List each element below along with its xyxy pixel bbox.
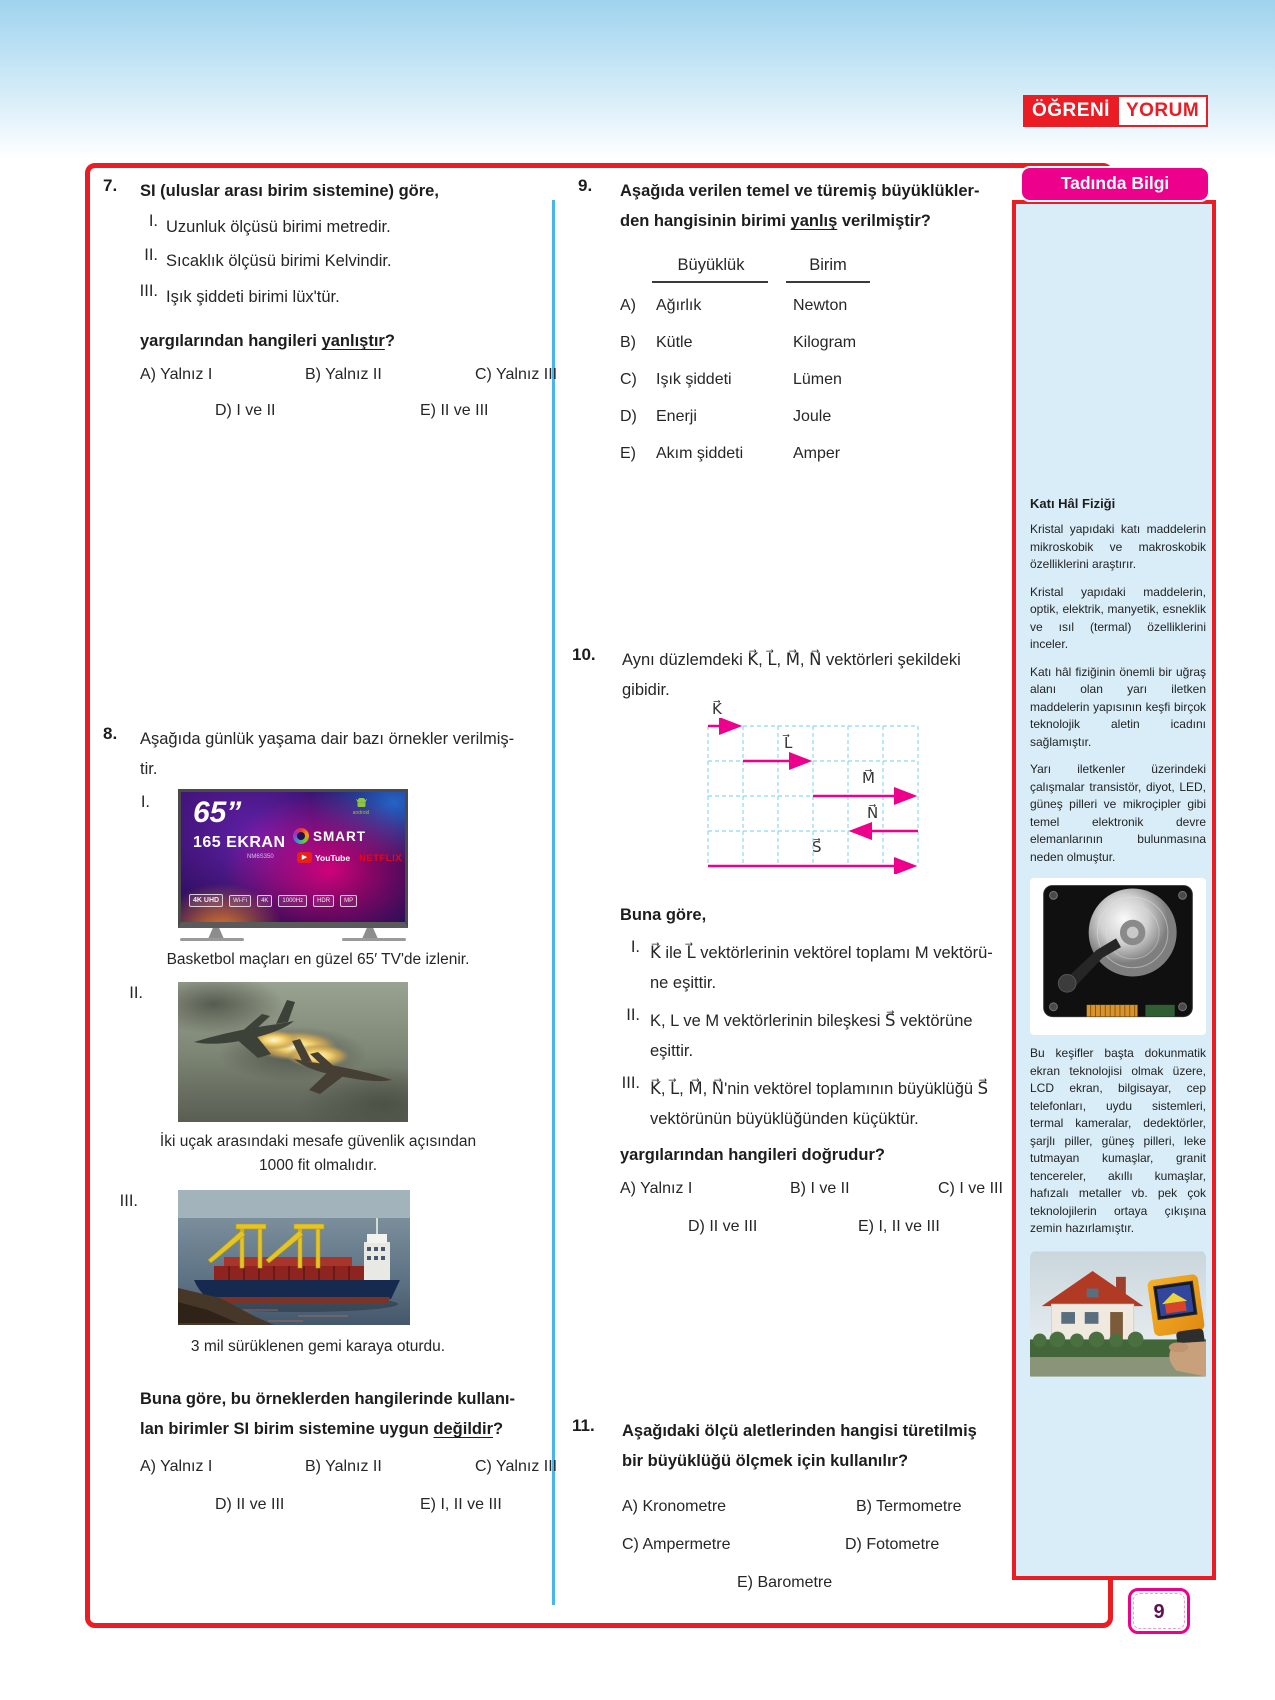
smart-text: SMART: [313, 828, 366, 844]
bilgi-paragraph-1: Kristal yapıdaki katı maddelerin mikroskobik ve makroskobik özelliklerini araştırır.: [1030, 522, 1206, 571]
q9-row-e-quantity: Akım şiddeti: [656, 445, 744, 462]
q8-prompt-prefix: Buna göre, bu örneklerden hangilerinde kullanı- lan birimler SI birim sistemine uygun: [140, 1390, 515, 1438]
vector-n-label: N⃗: [867, 805, 879, 822]
q7-item3-text: Işık şiddeti birimi lüx'tür.: [166, 288, 340, 306]
q10-item2-label: II.: [626, 1006, 640, 1024]
tv-model-text: NM6S350: [247, 854, 274, 860]
sidebar-panel: [1012, 200, 1216, 1580]
tv-badge-1000hz: 1000Hz: [278, 895, 307, 907]
q9-row-a-quantity: Ağırlık: [656, 297, 702, 314]
q9-number: 9.: [578, 176, 593, 195]
q9-row-b-letter: B): [620, 334, 636, 351]
q9-row-d-letter: D): [620, 408, 637, 425]
tv-badge-4k: 4K: [257, 895, 272, 907]
vector-l-label: L⃗: [784, 735, 793, 752]
q7-item1-text: Uzunluk ölçüsü birimi metredir.: [166, 218, 391, 236]
q8-option-d: D) II ve III: [215, 1496, 285, 1513]
q11-option-d: D) Fotometre: [845, 1536, 940, 1553]
q7-prompt-underline: yanlıştır: [321, 332, 385, 350]
q9-stem: [620, 176, 1015, 236]
page-number: 9: [1133, 1593, 1185, 1629]
tv-size-text: 65”: [193, 796, 242, 829]
bilgi-paragraph-2: Kristal yapıdaki maddelerin, optik, elektrik, manyetik, esneklik ve ısıl (termal) özelliklerini inceler.: [1030, 584, 1206, 651]
q9-row-b-unit: Kilogram: [793, 334, 857, 351]
q11-option-a: A) Kronometre: [622, 1498, 727, 1515]
q11-option-b: B) Termometre: [856, 1498, 962, 1515]
q10-option-b: B) I ve II: [790, 1180, 850, 1197]
q7-option-c: C) Yalnız III: [475, 366, 558, 383]
q8-item2-label: II.: [129, 984, 143, 1002]
q9-row-e-unit: Amper: [793, 445, 841, 462]
q10-option-d: D) II ve III: [688, 1218, 758, 1235]
q9-row-a-unit: Newton: [793, 297, 848, 314]
q8-caption2: İki uçak arasındaki mesafe güvenlik açısından 1000 fit olmalıdır.: [159, 1133, 477, 1174]
q8-prompt-underline: değildir: [433, 1420, 494, 1438]
q9-col1-header: Büyüklük: [677, 256, 745, 274]
q9-stem-suffix: verilmiştir?: [837, 212, 931, 230]
q9-row-d-quantity: Enerji: [656, 408, 697, 425]
tv-badge-hdr: HDR: [313, 895, 334, 907]
q11-number: 11.: [572, 1416, 595, 1435]
tv-image: [178, 789, 408, 943]
q9-row-a-letter: A): [620, 297, 636, 314]
q8-stem: Aşağıda günlük yaşama dair bazı örnekler verilmiş- tir.: [140, 730, 515, 778]
vector-m-label: M⃗: [862, 770, 875, 787]
q9-row-c-quantity: Işık şiddeti: [656, 371, 732, 388]
q9-row-e-letter: E): [620, 445, 636, 462]
q7-option-d: D) I ve II: [215, 402, 276, 419]
android-icon: [341, 798, 381, 816]
q9-col1-underline: [652, 281, 768, 283]
android-label: android: [352, 810, 370, 816]
q9-stem-underline: yanlış: [790, 212, 838, 230]
q8-item1-label: I.: [140, 793, 150, 811]
q10-buna-gore: Buna göre,: [620, 906, 707, 924]
q9-row-c-letter: C): [620, 371, 637, 388]
brand-right: YORUM: [1119, 95, 1208, 127]
q9-row-d-unit: Joule: [793, 408, 832, 425]
tv-badge-wifi: Wi-Fi: [229, 895, 251, 907]
q9-row-b-quantity: Kütle: [656, 334, 693, 351]
q8-option-b: B) Yalnız II: [305, 1458, 382, 1475]
sidebar-content: [1030, 496, 1206, 1385]
q7-stem: SI (uluslar arası birim sistemine) göre,: [140, 182, 439, 200]
q11-option-c: C) Ampermetre: [622, 1536, 731, 1553]
q7-option-b: B) Yalnız II: [305, 366, 382, 383]
q10-option-a: A) Yalnız I: [620, 1180, 693, 1197]
netflix-text: NETFLIX: [359, 853, 403, 864]
q10-item3-text: K⃗, L⃗, M⃗, N⃗'nin vektörel toplamının büyüklüğü S⃗ vektörünün büyüklüğünden küçüktür.: [650, 1080, 989, 1128]
q7-prompt-suffix: ?: [384, 332, 395, 350]
q7-option-a: A) Yalnız I: [140, 366, 213, 383]
tv-badge-mp: MP: [340, 895, 357, 907]
vector-s-label: S⃗: [812, 839, 822, 856]
youtube-logo: [297, 852, 350, 863]
q8-option-a: A) Yalnız I: [140, 1458, 213, 1475]
q9-stem-prefix: Aşağıda verilen temel ve türemiş büyüklükler- den hangisinin birimi: [620, 182, 980, 230]
bilgi-heading: Katı Hâl Fiziği: [1030, 496, 1116, 511]
bilgi-paragraph-3: Katı hâl fiziğinin önemli bir uğraş alanı olan yarı iletken maddelerin yapısının keşfi birçok teknolojik aletin icadını sağlamıştır.: [1030, 664, 1206, 749]
brand-left: ÖĞRENİ: [1023, 95, 1119, 127]
tv-ekran-text: 165 EKRAN: [193, 834, 286, 851]
q10-number: 10.: [572, 645, 596, 664]
q9-row-c-unit: Lümen: [793, 371, 842, 388]
vector-k-label: K⃗: [712, 701, 722, 718]
q8-option-e: E) I, II ve III: [420, 1496, 502, 1513]
q7-number: 7.: [103, 176, 118, 195]
ship-image: [178, 1190, 410, 1325]
q9-col2-header: Birim: [809, 256, 847, 274]
q8-item3-label: III.: [119, 1192, 138, 1210]
tv-screen: [178, 789, 408, 928]
thermal-camera-image: [1030, 1250, 1206, 1383]
brand-logo: [1023, 95, 1208, 127]
smart-ring-icon: [293, 828, 309, 844]
q10-item1-text: K⃗ ile L⃗ vektörlerinin vektörel toplamı M vektörü- ne eşittir.: [650, 944, 993, 992]
q7-item1-label: I.: [148, 212, 158, 230]
q7-prompt: [140, 326, 550, 356]
page-number-badge: [1128, 1588, 1190, 1634]
q10-item3-label: III.: [621, 1074, 640, 1092]
q10-item2-text: K, L ve M vektörlerinin bileşkesi S⃗ vektörüne eşittir.: [650, 1012, 973, 1060]
q7-item2-text: Sıcaklık ölçüsü birimi Kelvindir.: [166, 252, 392, 270]
q8-number: 8.: [103, 724, 118, 743]
q7-item2-label: II.: [144, 246, 158, 264]
q10-option-c: C) I ve III: [938, 1180, 1003, 1197]
q7-item3-label: III.: [139, 282, 158, 300]
q8-prompt-suffix: ?: [493, 1420, 504, 1438]
q11-stem: Aşağıdaki ölçü aletlerinden hangisi türetilmiş bir büyüklüğü ölçmek için kullanılır?: [622, 1422, 977, 1470]
hard-disk-image: [1030, 878, 1206, 1035]
q11-option-e: E) Barometre: [737, 1574, 833, 1591]
q7-option-e: E) II ve III: [420, 402, 489, 419]
q7-prompt-prefix: yargılarından hangileri: [140, 332, 322, 350]
q9-col2-underline: [786, 281, 870, 283]
bilgi-paragraph-4: Yarı iletkenler üzerindeki çalışmalar transistör, diyot, LED, güneş pilleri ve mikroçipler gibi temel elektronik devre elemanlarının bulunmasına neden olmuştur.: [1030, 762, 1206, 864]
smart-logo: [293, 828, 366, 844]
tv-badge-4kuhd: 4K UHD: [189, 894, 223, 907]
tadinda-bilgi-label: Tadında Bilgi: [1020, 166, 1210, 202]
tv-base-right: [342, 938, 406, 941]
q10-item1-label: I.: [630, 938, 640, 956]
q8-prompt: [140, 1384, 554, 1444]
tv-base-left: [180, 938, 244, 941]
airplanes-image: [178, 982, 408, 1122]
q10-prompt: yargılarından hangileri doğrudur?: [620, 1146, 885, 1164]
bilgi-paragraph-5: Bu keşifler başta dokunmatik ekran teknolojisi olmak üzere, LCD ekran, bilgisayar, cep telefonları, uydu sistemleri, termal kameralar, dedektörler, şarjlı piller, güneş pilleri, leke tutmayan kumaşlar, granit tencereler, akıllı kumaşlar, hafızalı metaller vb. pek çok teknolojilerin ortaya çıkışına zemin hazırlamıştır.: [1030, 1046, 1206, 1235]
q8-caption3: 3 mil sürüklenen gemi karaya oturdu.: [190, 1338, 446, 1355]
header-sky: [0, 0, 1275, 158]
q8-caption1: Basketbol maçları en güzel 65′ TV'de izlenir.: [166, 951, 470, 968]
q10-stem: Aynı düzlemdeki K⃗, L⃗, M⃗, N⃗ vektörleri şekildeki gibidir.: [622, 651, 961, 699]
youtube-text: YouTube: [315, 852, 351, 863]
tv-badges-row: [189, 894, 357, 907]
q8-option-c: C) Yalnız III: [475, 1458, 558, 1475]
youtube-play-icon: ▶: [297, 852, 312, 863]
q10-option-e: E) I, II ve III: [858, 1218, 940, 1235]
